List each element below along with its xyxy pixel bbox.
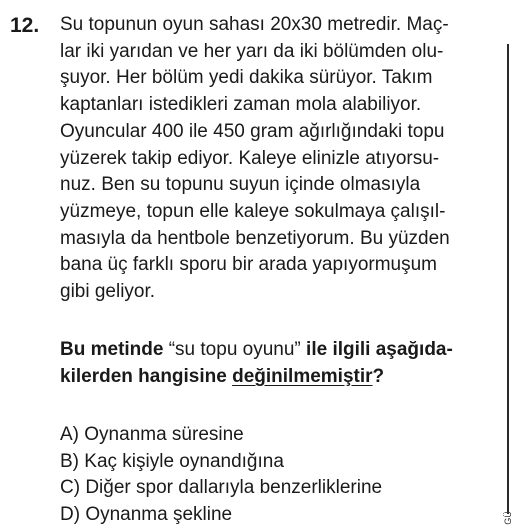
passage-line: şuyor. Her bölüm yedi dakika sürüyor. Takım [60,67,433,89]
stem-underlined-keyword: değinilmemiştir [232,366,373,387]
passage-line: masıyla da hentbole benzetiyorum. Bu yüzden [60,227,450,249]
option-d[interactable]: D) Oynanma şekline [60,503,233,525]
passage-line: lar iki yarıdan ve her yarı da iki bölümden olu- [60,40,444,62]
passage-line: Oyuncular 400 ile 450 gram ağırlığındaki topu [60,120,445,142]
stem-bold-text: kilerden hangisine [60,366,233,387]
option-c[interactable]: C) Diğer spor dallarıyla benzerliklerine [60,477,383,498]
column-divider [507,44,509,514]
passage [60,12,500,306]
answer-options [60,422,382,528]
question-number: 12. [10,14,40,37]
passage-line: kaptanları istedikleri zaman mola alabiliyor. [60,94,422,116]
passage-line: bana üç farklı sporu bir arada yapıyormuşum [60,254,438,276]
side-mark: GÜ [503,511,513,525]
stem-line-1 [60,336,500,363]
option-b[interactable]: B) Kaç kişiyle oynandığına [60,450,284,472]
passage-line: gibi geliyor. [60,281,156,303]
stem-bold-text: Bu metinde [60,339,164,360]
stem-quoted-topic: “su topu oyunu” [163,339,307,360]
passage-line: yüzmeye, topun elle kaleye sokulmaya çalışıl- [60,200,446,222]
question-stem [60,336,500,390]
stem-line-2 [60,363,500,390]
option-a[interactable]: A) Oynanma süresine [60,424,244,445]
passage-line: yüzerek takip ediyor. Kaleye elinizle atıyorsu- [60,147,440,169]
stem-question-mark: ? [372,366,385,387]
passage-line: Su topunun oyun sahası 20x30 metredir. Maç- [60,14,449,35]
passage-line: nuz. Ben su topunu suyun içinde olmasıyla [60,174,421,196]
stem-bold-text: ile ilgili aşağıda- [306,339,453,360]
